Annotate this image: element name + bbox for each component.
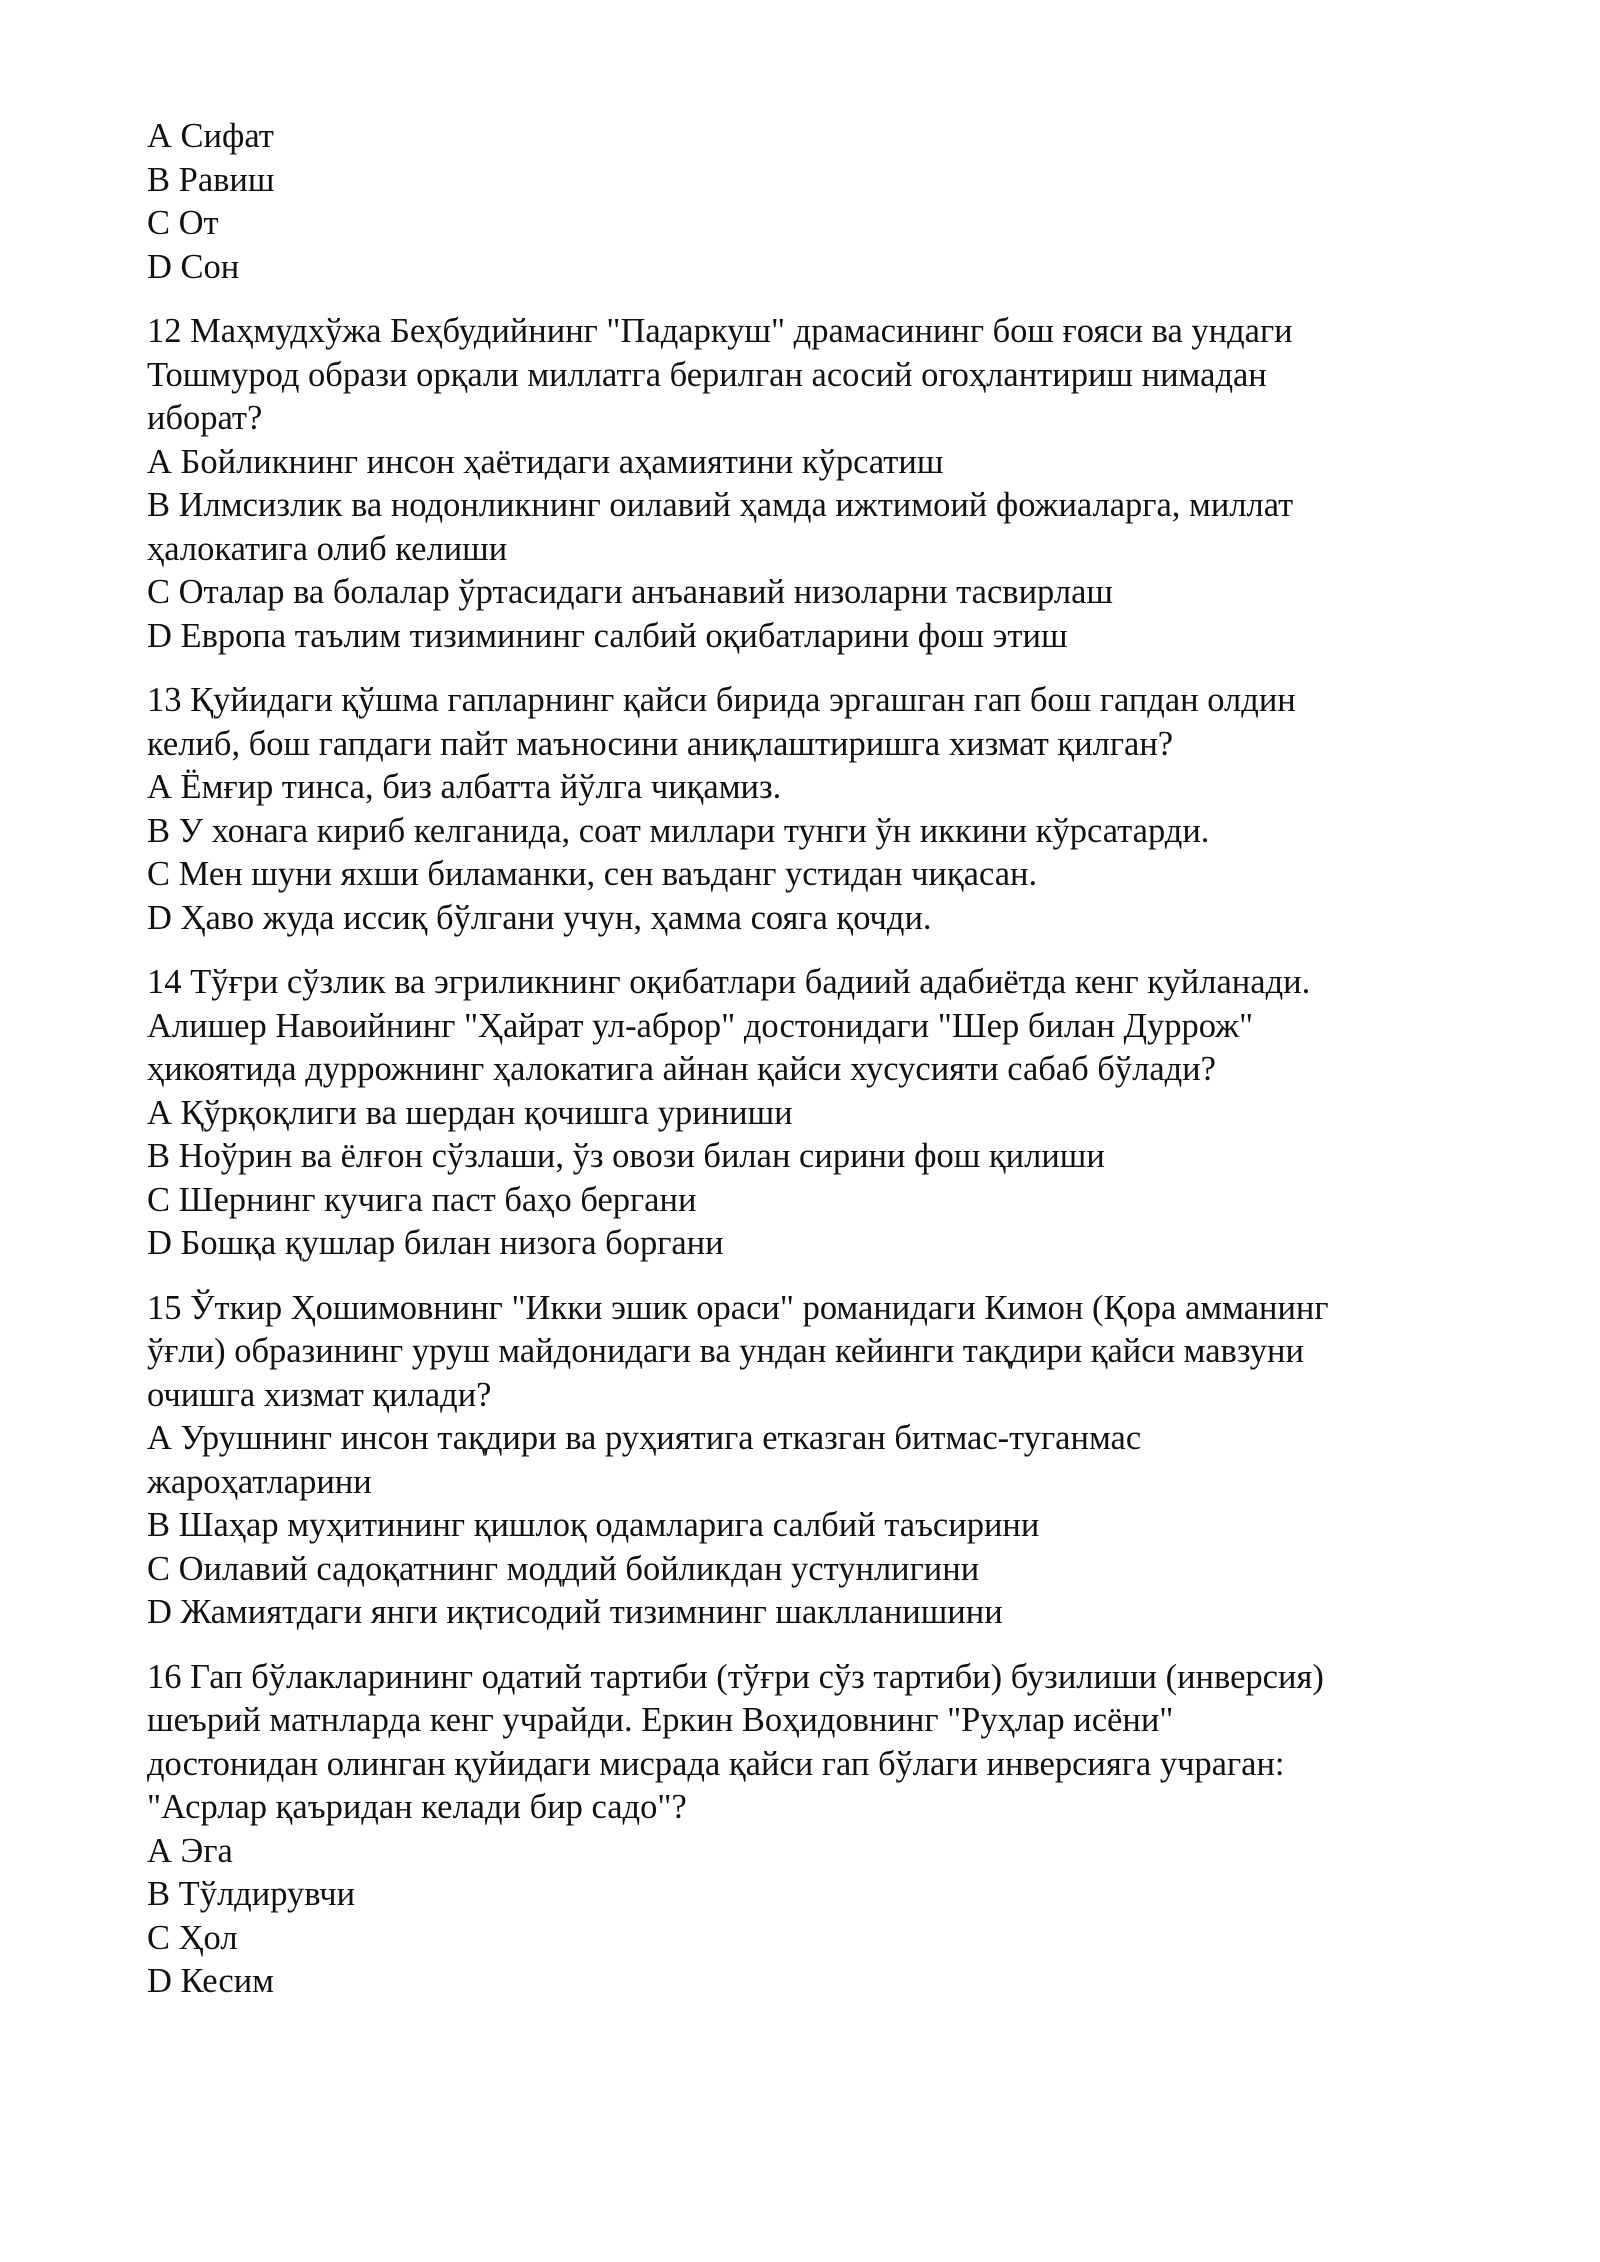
option-b: В Шаҳар муҳитининг қишлоқ одамларига салбий таъсирини [147, 1506, 1040, 1544]
option-a: А Қўрқоқлиги ва шердан қочишга уриниши [147, 1093, 793, 1132]
question-text: келиб, бош гапдаги пайт маъносини аниқлаштиришга хизмат қилган? [147, 724, 1174, 763]
option-c: С Оилавий садоқатнинг моддий бойликдан устунлигини [147, 1549, 980, 1588]
question-text: 15 Ўткир Ҳошимовнинг "Икки эшик ораси" романидаги Кимон (Қора амманинг [147, 1288, 1329, 1327]
option-b: В У хонага кириб келганида, соат миллари тунги ўн иккини кўрсатарди. [147, 811, 1210, 850]
option-d: D Жамиятдаги янги иқтисодий тизимнинг шаклланишини [147, 1593, 1003, 1631]
option-d: D Бошқа қушлар билан низога боргани [147, 1224, 724, 1262]
option-c: С Шернинг кучига паст баҳо бергани [147, 1180, 697, 1219]
option-c: С Оталар ва болалар ўртасидаги анъанавий низоларни тасвирлаш [147, 573, 1113, 611]
question-text: 12 Маҳмудхўжа Беҳбудийнинг "Падаркуш" драмасининг бош ғояси ва ундаги [147, 312, 1293, 350]
question-text: Тошмурод образи орқали миллатга берилган асосий огоҳлантириш нимадан [147, 355, 1267, 394]
question-text: 14 Тўғри сўзлик ва эгриликнинг оқибатлари бадиий адабиётда кенг куйланади. [147, 963, 1311, 1001]
option-b-continued: ҳалокатига олиб келиши [147, 529, 508, 568]
option-a: А Эга [147, 1831, 233, 1870]
option-a-continued: жароҳатларини [147, 1462, 372, 1501]
question-12 [147, 310, 1467, 658]
question-15 [147, 1287, 1467, 1635]
option-c: С От [147, 204, 219, 242]
option-b: В Ноўрин ва ёлғон сўзлаши, ўз овози билан сирини фош қилиши [147, 1137, 1105, 1175]
question-text: "Асрлар қаъридан келади бир садо"? [147, 1788, 687, 1826]
question-text: ўғли) образининг уруш майдонидаги ва ундан кейинги тақдири қайси мавзуни [147, 1332, 1304, 1370]
question-13 [147, 679, 1467, 940]
question-11-options [147, 115, 1467, 289]
option-d: D Ҳаво жуда иссиқ бўлгани учун, ҳамма сояга қочди. [147, 898, 932, 937]
option-b: В Тўлдирувчи [147, 1875, 356, 1913]
question-16 [147, 1656, 1467, 2004]
question-text: шеърий матнларда кенг учрайди. Еркин Воҳидовнинг "Руҳлар исёни" [147, 1701, 1174, 1739]
option-a: А Бойликнинг инсон ҳаётидаги аҳамиятини кўрсатиш [147, 442, 944, 481]
option-d: D Европа таълим тизимининг салбий оқибатларини фош этиш [147, 616, 1068, 655]
option-d: D Сон [147, 247, 240, 286]
option-a: А Урушнинг инсон тақдири ва руҳиятига етказган битмас-туганмас [147, 1419, 1142, 1457]
question-text: иборат? [147, 399, 263, 437]
document-page [147, 115, 1467, 2025]
question-text: 16 Гап бўлакларининг одатий тартиби (тўғри сўз тартиби) бузилиши (инверсия) [147, 1657, 1324, 1696]
question-text: Алишер Навоийнинг "Ҳайрат ул-аброр" достонидаги "Шер билан Дуррож" [147, 1006, 1254, 1045]
option-c: С Ҳол [147, 1918, 238, 1957]
option-a: А Ёмғир тинса, биз албатта йўлга чиқамиз. [147, 768, 782, 806]
question-text: 13 Қуйидаги қўшма гапларнинг қайси бирида эргашган гап бош гапдан олдин [147, 681, 1296, 719]
question-text: достонидан олинган қуйидаги мисрада қайси гап бўлаги инверсияга учраган: [147, 1744, 1285, 1783]
option-a: А Сифат [147, 117, 274, 155]
question-text: ҳикоятида дуррожнинг ҳалокатига айнан қайси хусусияти сабаб бўлади? [147, 1050, 1216, 1088]
option-b: В Илмсизлик ва нодонликнинг оилавий ҳамда ижтимоий фожиаларга, миллат [147, 486, 1294, 524]
question-text: очишга хизмат қилади? [147, 1375, 492, 1414]
question-14 [147, 961, 1467, 1266]
option-b: В Равиш [147, 160, 275, 199]
option-d: D Кесим [147, 1962, 275, 2000]
option-c: С Мен шуни яхши биламанки, сен ваъданг устидан чиқасан. [147, 855, 1038, 893]
